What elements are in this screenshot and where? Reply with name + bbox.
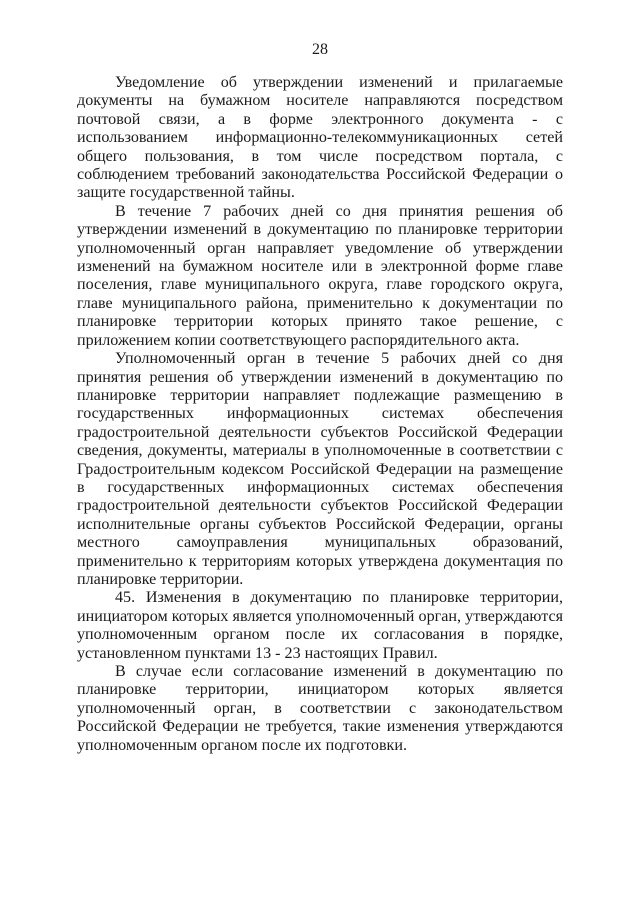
paragraph-no-approval-case: В случае если согласование изменений в документацию по планировке территории, инициатором которых является уполномоченный орган, в соответствии с законодательством Российской Федерации не требуется, такие изменения утверждаются уполномоченным органом после их подготовки. [77,663,563,754]
paragraph-seven-day-notice: В течение 7 рабочих дней со дня принятия решения об утверждении изменений в документацию по планировке территории уполномоченный орган направляет уведомление об утверждении изменений на бумажном носителе или в электронной форме главе поселения, главе муниципального округа, главе городского округа, главе муниципального района, применительно к документации по планировке территории которых принято такое решение, с приложением копии соответствующего распорядительного акта. [77,202,563,349]
page-number: 28 [312,41,328,58]
paragraph-notification-delivery: Уведомление об утверждении изменений и прилагаемые документы на бумажном носителе направляются посредством почтовой связи, а в форме электронного документа - с использованием информационно-телекоммуникационных сетей общего пользования, в том числе посредством портала, с соблюдением требований законодательства Российской Федерации о защите государственной тайны. [77,74,563,202]
paragraph-five-day-publication: Уполномоченный орган в течение 5 рабочих дней со дня принятия решения об утверждении изменений в документацию по планировке территории направляет подлежащие размещению в государственных информационных системах обеспечения градостроительной деятельности субъектов Российской Федерации сведения, документы, материалы в уполномоченные в соответствии с Градостроительным кодексом Российской Федерации на размещение в государственных информационных системах обеспечения градостроительной деятельности субъектов Российской Федерации исполнительные органы субъектов Российской Федерации, органы местного самоуправления муниципальных образований, применительно к территориям которых утверждена документация по планировке территории. [77,350,563,588]
paragraph-item-45: 45. Изменения в документацию по планировке территории, инициатором которых является уполномоченный орган, утверждаются уполномоченным органом после их согласования в порядке, установленном пунктами 13 - 23 настоящих Правил. [77,589,563,662]
document-body [77,74,563,755]
